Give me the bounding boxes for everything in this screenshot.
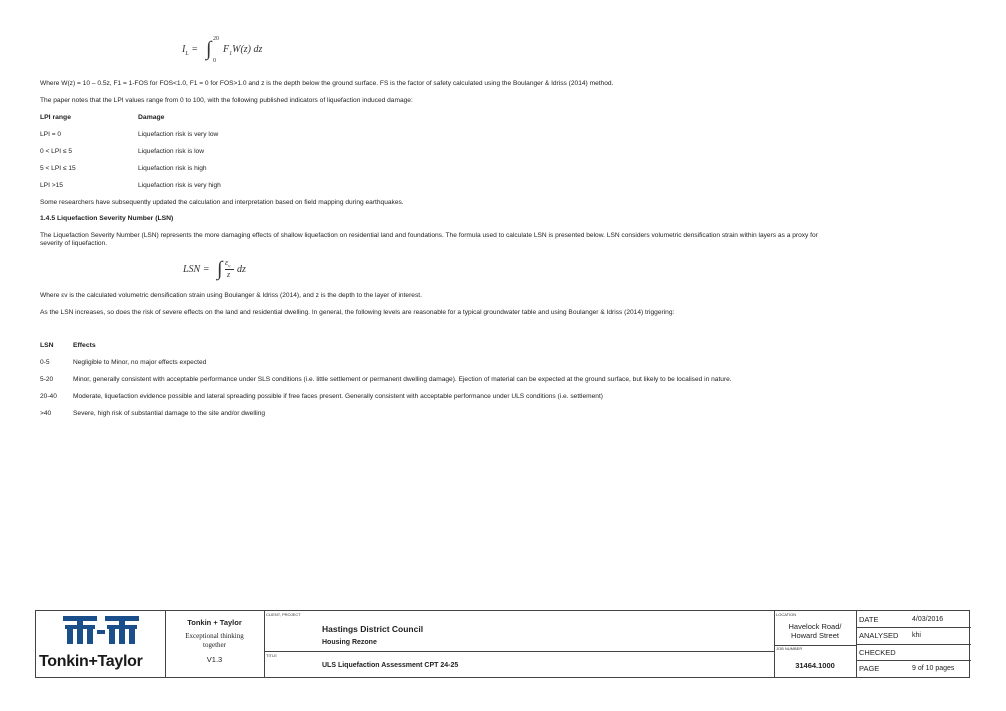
job-number-caption: JOB NUMBER bbox=[776, 646, 803, 651]
fraction-numerator: $\varepsilon_v$ bbox=[225, 258, 231, 270]
fraction-denominator: z bbox=[227, 270, 231, 279]
lpi-row-damage: Liquefaction risk is low bbox=[138, 148, 204, 155]
project-name: Housing Rezone bbox=[322, 639, 377, 646]
lpi-row-damage: Liquefaction risk is very low bbox=[138, 131, 219, 138]
analysed-label: ANALYSED bbox=[859, 631, 899, 640]
lsn-row-effects: Negligible to Minor, no major effects expected bbox=[73, 359, 207, 366]
equation-li-lhs: $I_L$ = bbox=[182, 44, 198, 57]
paragraph-paper-notes: The paper notes that the LPI values range from 0 to 100, with the following published indicators of liquefaction induced damage: bbox=[40, 97, 413, 104]
date-value: 4/03/2016 bbox=[912, 616, 944, 623]
company-info bbox=[165, 611, 264, 677]
equation-li bbox=[182, 36, 282, 66]
job-number: 31464.1000 bbox=[795, 661, 835, 670]
title-caption: TITLE bbox=[266, 653, 277, 658]
page-value: 9 of 10 pages bbox=[912, 665, 955, 672]
integral-sign: ∫ bbox=[217, 258, 223, 280]
logo-wordmark: Tonkin+Taylor bbox=[39, 653, 143, 670]
job-number-cell bbox=[776, 646, 854, 677]
lsn-row-range: 20-40 bbox=[40, 393, 57, 400]
tonkin-taylor-logo-icon bbox=[63, 616, 139, 650]
paragraph-researchers: Some researchers have subsequently updated the calculation and interpretation based on field mapping during earthquakes. bbox=[40, 199, 404, 206]
page-label: PAGE bbox=[859, 664, 880, 673]
tagline-line1: Exceptional thinking bbox=[185, 632, 244, 640]
checked-label: CHECKED bbox=[859, 648, 896, 657]
equation-li-integrand: $F_1W(z)$ dz bbox=[223, 44, 263, 57]
analysed-value: khi bbox=[912, 632, 921, 639]
logo-area bbox=[36, 611, 165, 677]
client-project-caption: CLIENT, PROJECT bbox=[266, 612, 301, 617]
title-cell bbox=[266, 653, 766, 677]
paragraph-where-w: Where W(z) = 10 – 0.5z, F1 = 1-FOS for FOS<1.0, F1 = 0 for FOS>1.0 and z is the depth below the ground surface. FS is the factor of safety calculated using the Boulanger & Idriss (2014) method. bbox=[40, 80, 614, 87]
lpi-row-range: 5 < LPI ≤ 15 bbox=[40, 165, 76, 172]
client-name: Hastings District Council bbox=[322, 624, 424, 634]
location-line1: Havelock Road/ bbox=[788, 622, 842, 631]
location-line2: Howard Street bbox=[791, 631, 839, 640]
tagline-line2: together bbox=[203, 641, 226, 649]
location-caption: LOCATION bbox=[776, 612, 797, 617]
title-block bbox=[35, 610, 970, 678]
version-label: V1.3 bbox=[206, 655, 223, 664]
date-label: DATE bbox=[859, 615, 879, 624]
lsn-row-range: >40 bbox=[40, 410, 52, 417]
lsn-header-lsn: LSN bbox=[40, 342, 54, 349]
lsn-row-range: 5-20 bbox=[40, 376, 54, 383]
equation-lsn-lhs: LSN = bbox=[183, 264, 210, 275]
paragraph-lsn-intro-line2: severity of liquefaction. bbox=[40, 240, 108, 247]
lpi-header-damage: Damage bbox=[138, 114, 165, 121]
drawing-title: ULS Liquefaction Assessment CPT 24-25 bbox=[322, 662, 459, 669]
lpi-row-range: 0 < LPI ≤ 5 bbox=[40, 148, 73, 155]
paragraph-where-ev: Where εv is the calculated volumetric densification strain using Boulanger & Idriss (2014), and z is the depth to the layer of interest. bbox=[40, 292, 422, 299]
paragraph-as-lsn: As the LSN increases, so does the risk of severe effects on the land and residential dwelling. In general, the following levels are reasonable for a typical groundwater table and using Boulanger & Idriss (2014) triggering: bbox=[40, 309, 675, 316]
lpi-row-range: LPI = 0 bbox=[40, 131, 62, 138]
lpi-header-range: LPI range bbox=[40, 114, 71, 121]
lpi-row-damage: Liquefaction risk is high bbox=[138, 165, 207, 172]
company-name: Tonkin + Taylor bbox=[187, 618, 242, 627]
lsn-row-effects: Severe, high risk of substantial damage to the site and/or dwelling bbox=[73, 410, 266, 417]
integral-lower-limit: 0 bbox=[213, 58, 216, 64]
equation-lsn-dz: dz bbox=[237, 264, 246, 275]
lpi-row-damage: Liquefaction risk is very high bbox=[138, 182, 221, 189]
client-project-cell bbox=[266, 612, 766, 651]
lpi-row-range: LPI >15 bbox=[40, 182, 63, 189]
lsn-row-range: 0-5 bbox=[40, 359, 50, 366]
integral-upper-limit: 20 bbox=[213, 36, 219, 42]
location-cell bbox=[776, 612, 854, 645]
lsn-row-effects: Moderate, liquefaction evidence possible and lateral spreading possible if free faces present. Generally consistent with acceptable performance under ULS conditions (i.e. settlement) bbox=[73, 393, 603, 400]
section-heading: 1.4.5 Liquefaction Severity Number (LSN) bbox=[40, 215, 174, 222]
equation-lsn bbox=[183, 255, 273, 285]
integral-sign: ∫ bbox=[206, 38, 212, 60]
paragraph-lsn-intro-line1: The Liquefaction Severity Number (LSN) represents the more damaging effects of shallow liquefaction on residential land and foundations. The formula used to calculate LSN is presented below. LSN considers volumetric densification strain within layers as a proxy for bbox=[40, 232, 818, 239]
lsn-row-effects: Minor, generally consistent with acceptable performance under SLS conditions (i.e. little settlement or permanent dwelling damage). Ejection of material can be expected at the ground surface, but likely to be localised in nature. bbox=[73, 376, 732, 383]
lsn-header-effects: Effects bbox=[73, 342, 96, 349]
